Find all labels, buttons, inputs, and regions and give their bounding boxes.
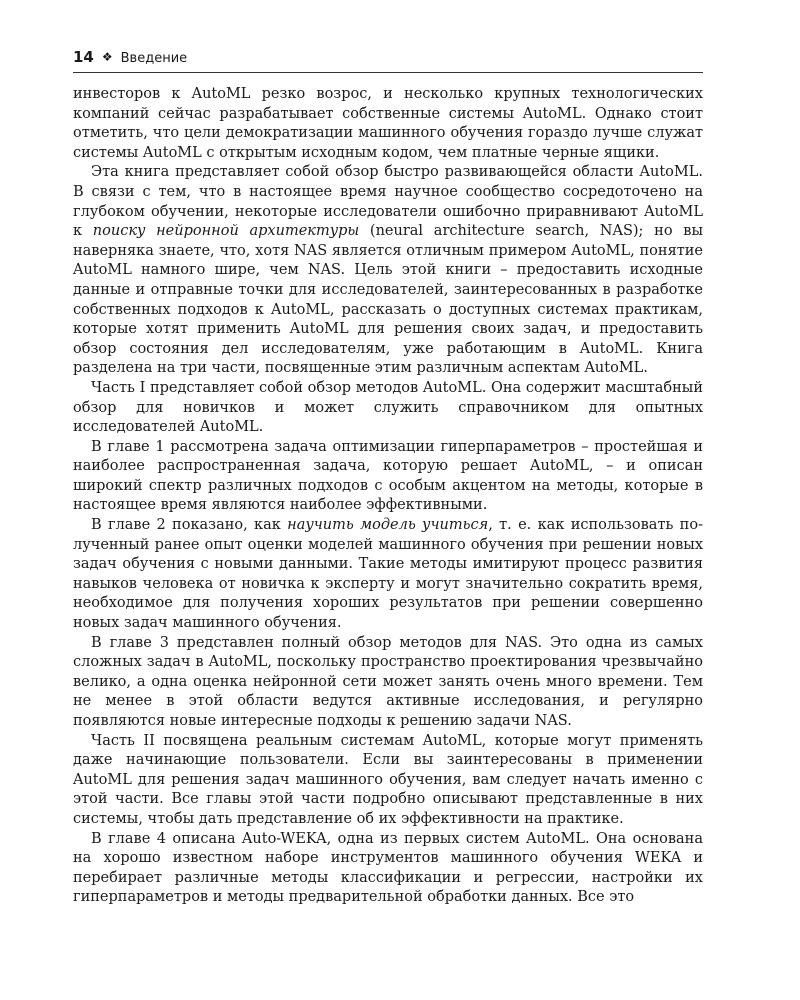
text-run: Эта книга представляет собой обзор быстро развивающейся области AutoML. В связи с тем, что в настоящее время научное сообщество сосредоточено на глубоком обучении, некоторые исследователи ошибочно приравнивают AutoML к [73,164,703,240]
paragraph [73,85,703,163]
paragraph [73,163,703,379]
paragraph [73,438,703,516]
italic-term: научить модель учиться [287,517,489,534]
text-run: инвесторов к AutoML резко возрос, и несколько крупных технологических компаний сейчас разрабатывает собственные системы AutoML. Однако стоит отметить, что цели демократизации машинного обучения гораздо лучше служат системы AutoML с открытым исходным кодом, чем платные черные ящики. [73,86,703,161]
text-run: В главе 3 представлен полный обзор методов для NAS. Это одна из самых сложных задач в AutoML, поскольку пространство проектирования чрезвычайно велико, а одна оценка нейронной сети может занять очень много времени. Тем не менее в этой области ведутся активные исследования, и регулярно появляются новые интересные подходы к решению задачи NAS. [73,634,703,729]
paragraph [73,830,703,908]
paragraph [73,516,703,634]
body-text [73,85,703,908]
book-page [73,48,703,908]
section-title: Введение [120,51,188,66]
ornament-icon: ❖ [101,50,113,64]
text-run: Часть II посвящена реальным системам AutoML, которые могут применять даже начинающие пользователи. Если вы заинтересованы в применении AutoML для решения задач машинного обучения, вам следует начать именно с этой части. Все главы этой части подробно описывают представленные в них системы, чтобы дать представление об их эффективности на практике. [73,732,703,827]
italic-term: поиску нейронной архитектуры [92,223,360,240]
paragraph [73,732,703,830]
text-run: (neural architecture search, NAS); но вы наверняка знаете, что, хотя NAS является отличным примером AutoML, понятие AutoML намного шире, чем NAS. Цель этой книги – предоставить исходные данные и отправные точки для исследователей, заинтересованных в разработке собственных подходов к AutoML, рассказать о доступных системах практикам, которые хотят применить AutoML для решения своих задач, и предоставить обзор состояния дел исследователям, уже работающим в AutoML. Книга разделена на три части, посвященные этим различным аспектам AutoML. [73,223,703,377]
paragraph [73,379,703,438]
text-run: В главе 4 описана Auto-WEKA, одна из первых систем AutoML. Она основана на хорошо известном наборе инструментов машинного обучения WEKA и перебирает различные методы классификации и регрессии, настройки их гиперпараметров и методы предварительной обработки данных. Все это [73,830,703,906]
text-run: Часть I представляет собой обзор методов AutoML. Она содержит масштабный обзор для новичков и может служить справочником для опытных исследователей AutoML. [73,379,703,436]
running-header [73,48,703,73]
paragraph [73,634,703,732]
text-run: В главе 1 рассмотрена задача оптимизации гиперпараметров – простейшая и наиболее распространенная задача, которую решает AutoML, – и описан широкий спектр различных подходов с особым акцентом на методы, которые в настоящее время являются наиболее эффективными. [73,438,703,514]
text-run: В главе 2 показано, как [91,517,288,534]
text-run: , т. е. как использовать полученный ранее опыт оценки моделей машинного обучения при решении новых задач обучения с новыми данными. Такие методы имитируют процесс развития навыков человека от новичка к эксперту и могут значительно сократить время, необходимое для получения хороших результатов при решении совершенно новых задач машинного обучения. [73,517,703,632]
page-number: 14 [73,48,94,66]
